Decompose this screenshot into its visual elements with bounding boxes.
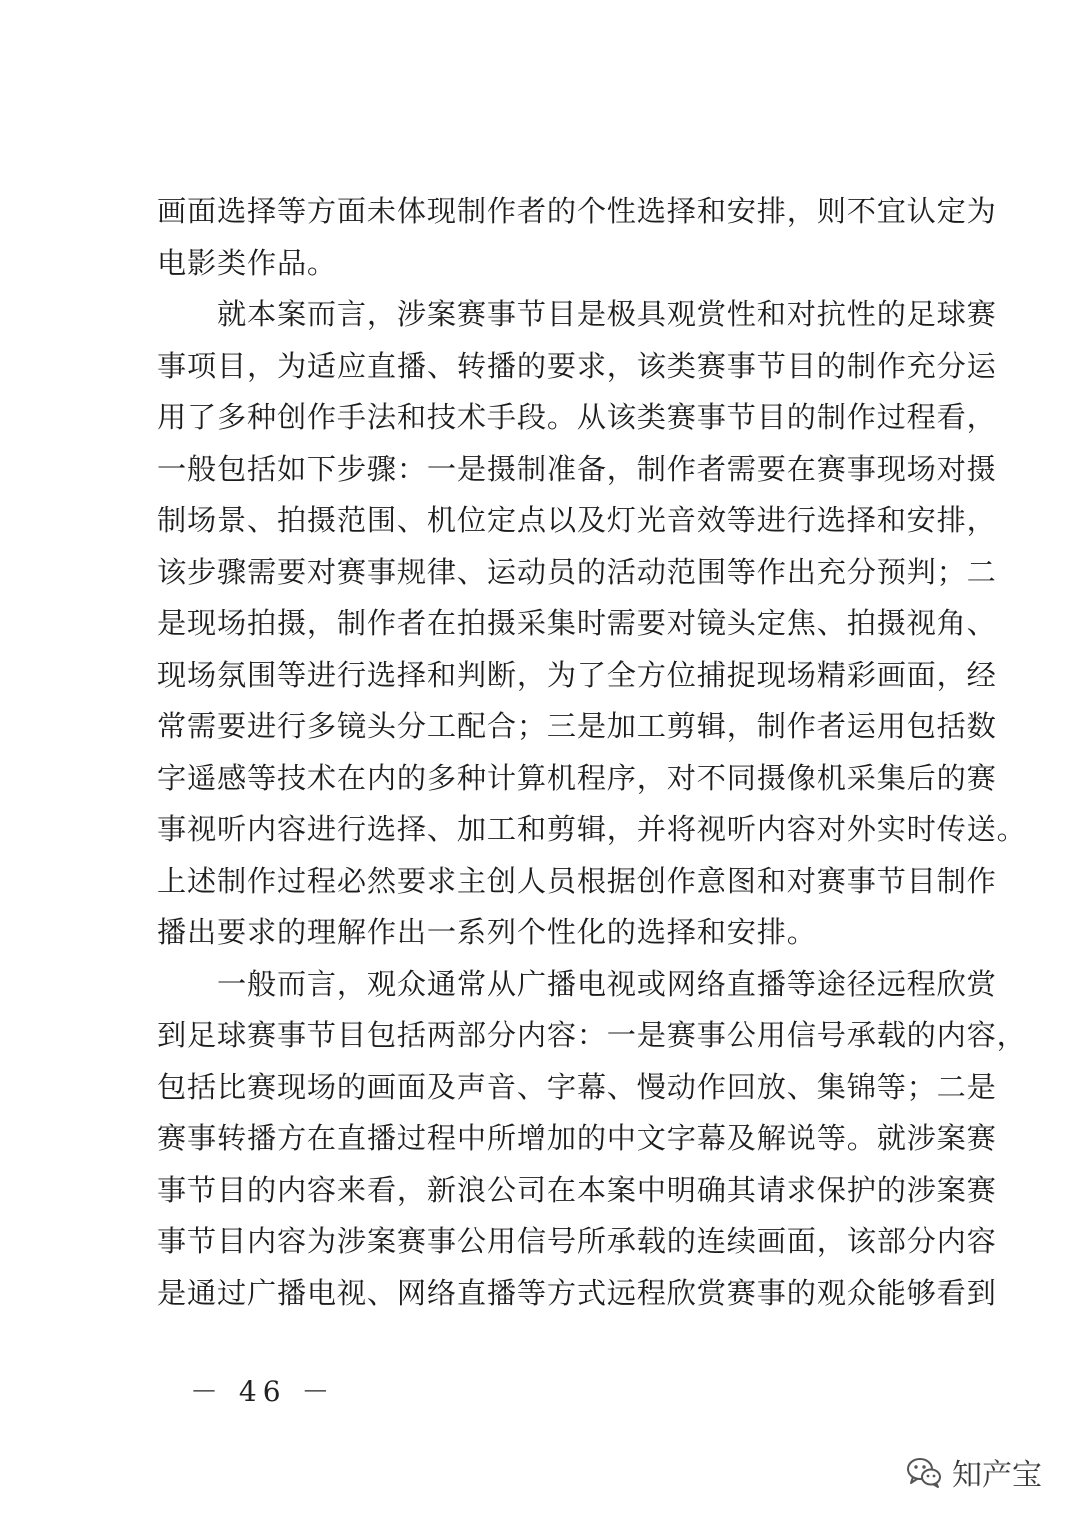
text-line: 事节目内容为涉案赛事公用信号所承载的连续画面，该部分内容 [157,1224,997,1258]
text-line: 制场景、拍摄范围、机位定点以及灯光音效等进行选择和安排， [157,503,997,537]
text-line: 事节目的内容来看，新浪公司在本案中明确其请求保护的涉案赛 [157,1172,997,1207]
text-line: 是现场拍摄，制作者在拍摄采集时需要对镜头定焦、拍摄视角、 [157,606,997,640]
text-line: 字遥感等技术在内的多种计算机程序，对不同摄像机采集后的赛 [157,760,997,795]
watermark [904,1450,1042,1494]
text-line: 现场氛围等进行选择和判断，为了全方位捕捉现场精彩画面，经 [157,657,997,692]
page-number: － 46 － [190,1375,336,1408]
text-line: 赛事转播方在直播过程中所增加的中文字幕及解说等。就涉案赛 [157,1121,997,1155]
text-line: 一般而言，观众通常从广播电视或网络直播等途径远程欣赏 [157,966,997,1001]
text-line: 用了多种创作手法和技术手段。从该类赛事节目的制作过程看， [157,400,997,434]
wechat-icon [904,1452,944,1492]
text-line: 事视听内容进行选择、加工和剪辑，并将视听内容对外实时传送。 [157,812,1027,846]
text-line: 常需要进行多镜头分工配合；三是加工剪辑，制作者运用包括数 [157,709,997,743]
text-line: 该步骤需要对赛事规律、运动员的活动范围等作出充分预判；二 [157,554,997,589]
text-line: 一般包括如下步骤：一是摄制准备，制作者需要在赛事现场对摄 [157,451,997,486]
text-line: 事项目，为适应直播、转播的要求，该类赛事节目的制作充分运 [157,348,997,383]
text-line: 到足球赛事节目包括两部分内容：一是赛事公用信号承载的内容， [157,1018,1027,1052]
text-line: 包括比赛现场的画面及声音、字幕、慢动作回放、集锦等；二是 [157,1069,997,1104]
text-line: 电影类作品。 [157,245,337,280]
text-line: 画面选择等方面未体现制作者的个性选择和安排，则不宜认定为 [157,194,997,228]
watermark-label: 知产宝 [952,1458,1042,1493]
text-line: 是通过广播电视、网络直播等方式远程欣赏赛事的观众能够看到 [157,1275,997,1310]
text-line: 上述制作过程必然要求主创人员根据创作意图和对赛事节目制作 [157,863,997,898]
text-line: 播出要求的理解作出一系列个性化的选择和安排。 [157,915,817,949]
text-line: 就本案而言，涉案赛事节目是极具观赏性和对抗性的足球赛 [157,297,997,331]
body-text [157,186,1027,1319]
